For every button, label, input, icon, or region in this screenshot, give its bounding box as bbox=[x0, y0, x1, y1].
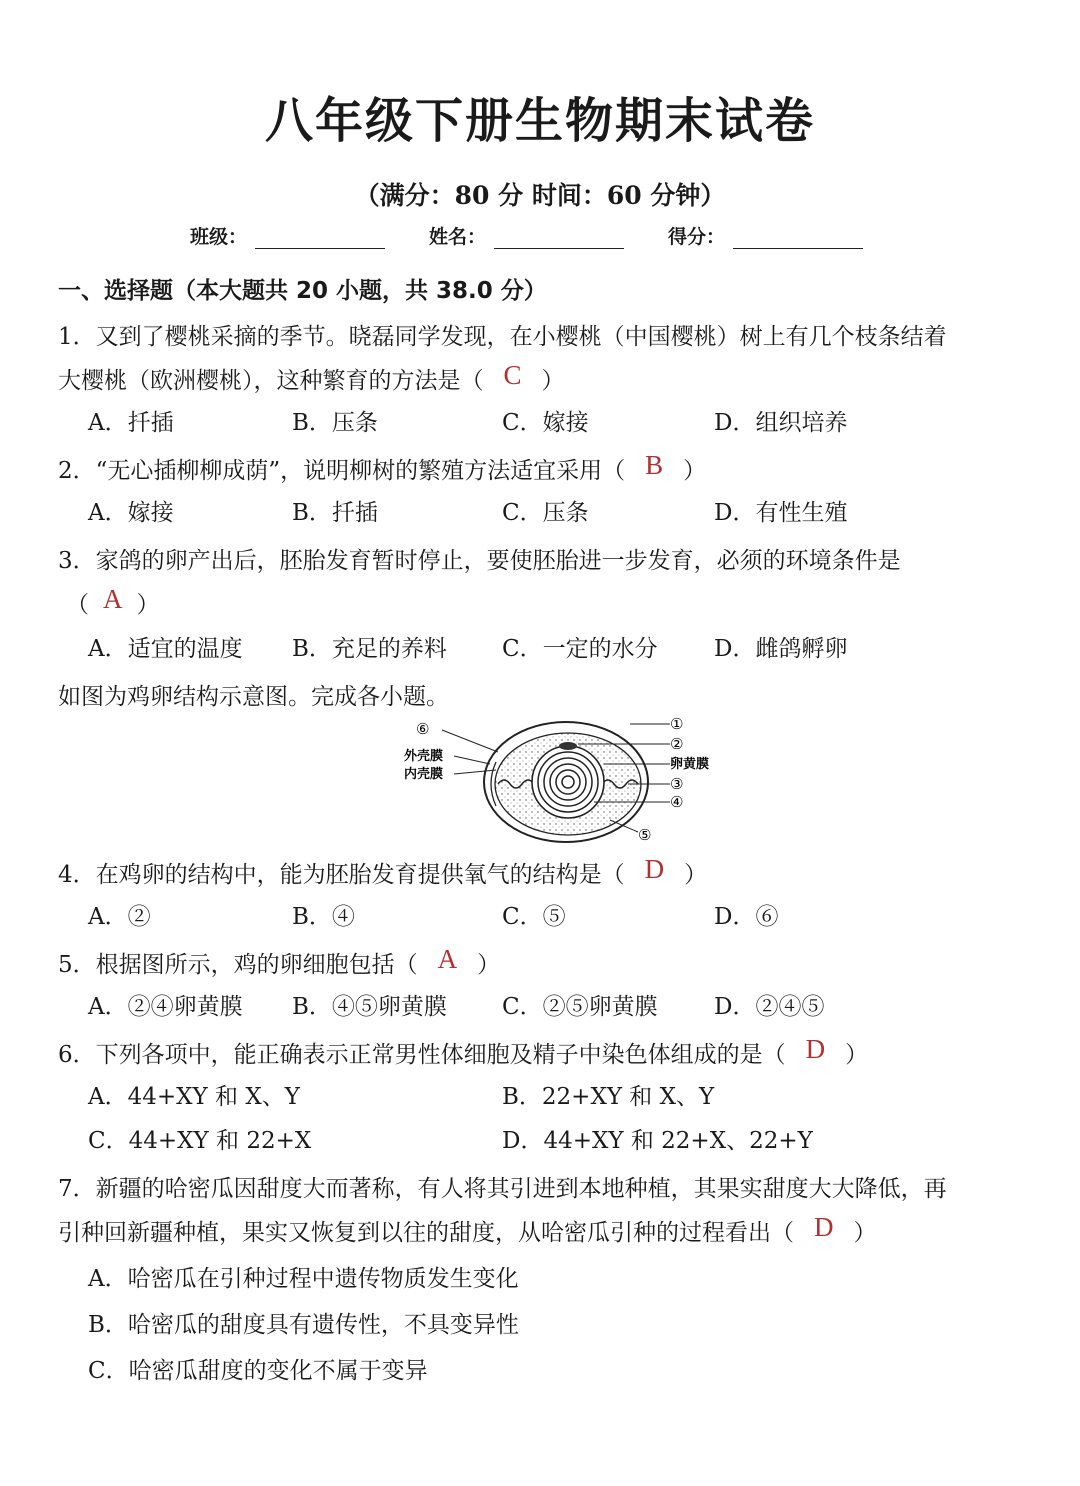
class-blank[interactable] bbox=[255, 226, 385, 249]
question-6-close: ） bbox=[845, 1042, 869, 1068]
name-label: 姓名： bbox=[429, 226, 487, 248]
label-5: ⑤ bbox=[638, 826, 652, 844]
name-field bbox=[429, 222, 624, 249]
diagram-intro: 如图为鸡卵结构示意图。完成各小题。 bbox=[58, 684, 449, 710]
score-blank[interactable] bbox=[733, 226, 863, 249]
section-heading: 一、选择题（本大题共 20 小题，共 38.0 分） bbox=[58, 278, 547, 304]
question-3-answer: A bbox=[103, 584, 123, 614]
question-3-line-1: 3．家鸽的卵产出后，胚胎发育暂时停止，要使胚胎进一步发育，必须的环境条件是 bbox=[58, 548, 901, 574]
q4-option-b: B．④ bbox=[292, 904, 355, 930]
question-5-stem: 5．根据图所示，鸡的卵细胞包括（ bbox=[58, 952, 418, 978]
q2-option-a: A．嫁接 bbox=[88, 500, 174, 526]
q1-option-c: C．嫁接 bbox=[502, 410, 589, 436]
q7-option-b: B．哈密瓜的甜度具有遗传性，不具变异性 bbox=[88, 1312, 519, 1338]
leader-outer-membrane bbox=[454, 756, 490, 764]
question-4 bbox=[58, 856, 707, 889]
q2-option-d: D．有性生殖 bbox=[714, 500, 848, 526]
name-blank[interactable] bbox=[494, 226, 624, 249]
leader-inner-membrane bbox=[454, 770, 496, 774]
yolk bbox=[532, 746, 604, 818]
question-1-line-1: 1．又到了樱桃采摘的季节。晓磊同学发现，在小樱桃（中国樱桃）树上有几个枝条结着 bbox=[58, 324, 947, 350]
question-7-stem: 引种回新疆种植，果实又恢复到以往的甜度，从哈密瓜引种的过程看出（ bbox=[58, 1220, 794, 1246]
q3-option-b: B．充足的养料 bbox=[292, 636, 447, 662]
germinal-disc bbox=[559, 742, 577, 750]
label-yolk-membrane: 卵黄膜 bbox=[670, 757, 710, 772]
question-1-answer: C bbox=[503, 360, 522, 390]
q6-option-a: A．44+XY 和 X、Y bbox=[88, 1084, 300, 1110]
question-7-close: ） bbox=[853, 1220, 877, 1246]
page-title: 八年级下册生物期末试卷 bbox=[264, 93, 815, 149]
egg-structure-diagram bbox=[398, 714, 728, 846]
q1-option-d: D．组织培养 bbox=[714, 410, 848, 436]
q4-option-d: D．⑥ bbox=[714, 904, 779, 930]
question-2-answer: B bbox=[645, 450, 664, 480]
question-4-stem: 4．在鸡卵的结构中，能为胚胎发育提供氧气的结构是（ bbox=[58, 862, 625, 888]
question-1-line-2 bbox=[58, 362, 565, 395]
question-3-line-2 bbox=[66, 586, 160, 619]
exam-subtitle: （满分：80 分 时间：60 分钟） bbox=[354, 181, 726, 210]
question-1-stem: 大樱桃（欧洲樱桃），这种繁育的方法是（ bbox=[58, 368, 484, 394]
question-3-close: ） bbox=[136, 592, 160, 618]
class-label: 班级： bbox=[190, 226, 248, 248]
q5-option-c: C．②⑤卵黄膜 bbox=[502, 994, 658, 1020]
label-outer-shell-membrane: 外壳膜 bbox=[404, 749, 444, 764]
question-2 bbox=[58, 452, 706, 485]
q7-option-a: A．哈密瓜在引种过程中遗传物质发生变化 bbox=[88, 1266, 519, 1292]
q6-option-d: D．44+XY 和 22+X、22+Y bbox=[502, 1128, 813, 1154]
question-7-answer: D bbox=[814, 1212, 834, 1242]
q2-option-c: C．压条 bbox=[502, 500, 589, 526]
q5-option-b: B．④⑤卵黄膜 bbox=[292, 994, 447, 1020]
q3-option-d: D．雌鸽孵卵 bbox=[714, 636, 848, 662]
label-1: ① bbox=[670, 715, 684, 733]
question-6-stem: 6．下列各项中，能正确表示正常男性体细胞及精子中染色体组成的是（ bbox=[58, 1042, 786, 1068]
question-6-answer: D bbox=[805, 1034, 826, 1064]
score-field bbox=[668, 222, 863, 249]
label-2: ② bbox=[670, 735, 684, 753]
question-2-close: ） bbox=[683, 458, 707, 484]
question-5 bbox=[58, 946, 500, 979]
q4-option-c: C．⑤ bbox=[502, 904, 566, 930]
q5-option-d: D．②④⑤ bbox=[714, 994, 825, 1020]
leader-6 bbox=[442, 730, 498, 752]
question-7-line-1: 7．新疆的哈密瓜因甜度大而著称，有人将其引进到本地种植，其果实甜度大大降低，再 bbox=[58, 1176, 947, 1202]
q3-option-a: A．适宜的温度 bbox=[88, 636, 243, 662]
label-3: ③ bbox=[670, 775, 684, 793]
q3-option-c: C．一定的水分 bbox=[502, 636, 658, 662]
student-info-row bbox=[190, 222, 907, 249]
score-label: 得分： bbox=[668, 226, 726, 248]
question-5-answer: A bbox=[437, 944, 458, 974]
question-6 bbox=[58, 1036, 868, 1069]
label-inner-shell-membrane: 内壳膜 bbox=[404, 767, 444, 782]
question-3-open: （ bbox=[66, 592, 89, 618]
q1-option-b: B．压条 bbox=[292, 410, 378, 436]
question-4-close: ） bbox=[684, 862, 708, 888]
q6-option-b: B．22+XY 和 X、Y bbox=[502, 1084, 715, 1110]
question-7-line-2 bbox=[58, 1214, 877, 1247]
question-1-close: ） bbox=[541, 368, 565, 394]
question-5-close: ） bbox=[477, 952, 501, 978]
class-field bbox=[190, 222, 385, 249]
question-2-stem: 2．“无心插柳柳成荫”，说明柳树的繁殖方法适宜采用（ bbox=[58, 458, 626, 484]
q4-option-a: A．② bbox=[88, 904, 151, 930]
q2-option-b: B．扦插 bbox=[292, 500, 378, 526]
q7-option-c: C．哈密瓜甜度的变化不属于变异 bbox=[88, 1358, 428, 1384]
q1-option-a: A．扦插 bbox=[88, 410, 174, 436]
question-4-answer: D bbox=[644, 854, 665, 884]
q5-option-a: A．②④卵黄膜 bbox=[88, 994, 243, 1020]
label-4: ④ bbox=[670, 793, 684, 811]
q6-option-c: C．44+XY 和 22+X bbox=[88, 1128, 312, 1154]
label-6: ⑥ bbox=[416, 720, 430, 738]
